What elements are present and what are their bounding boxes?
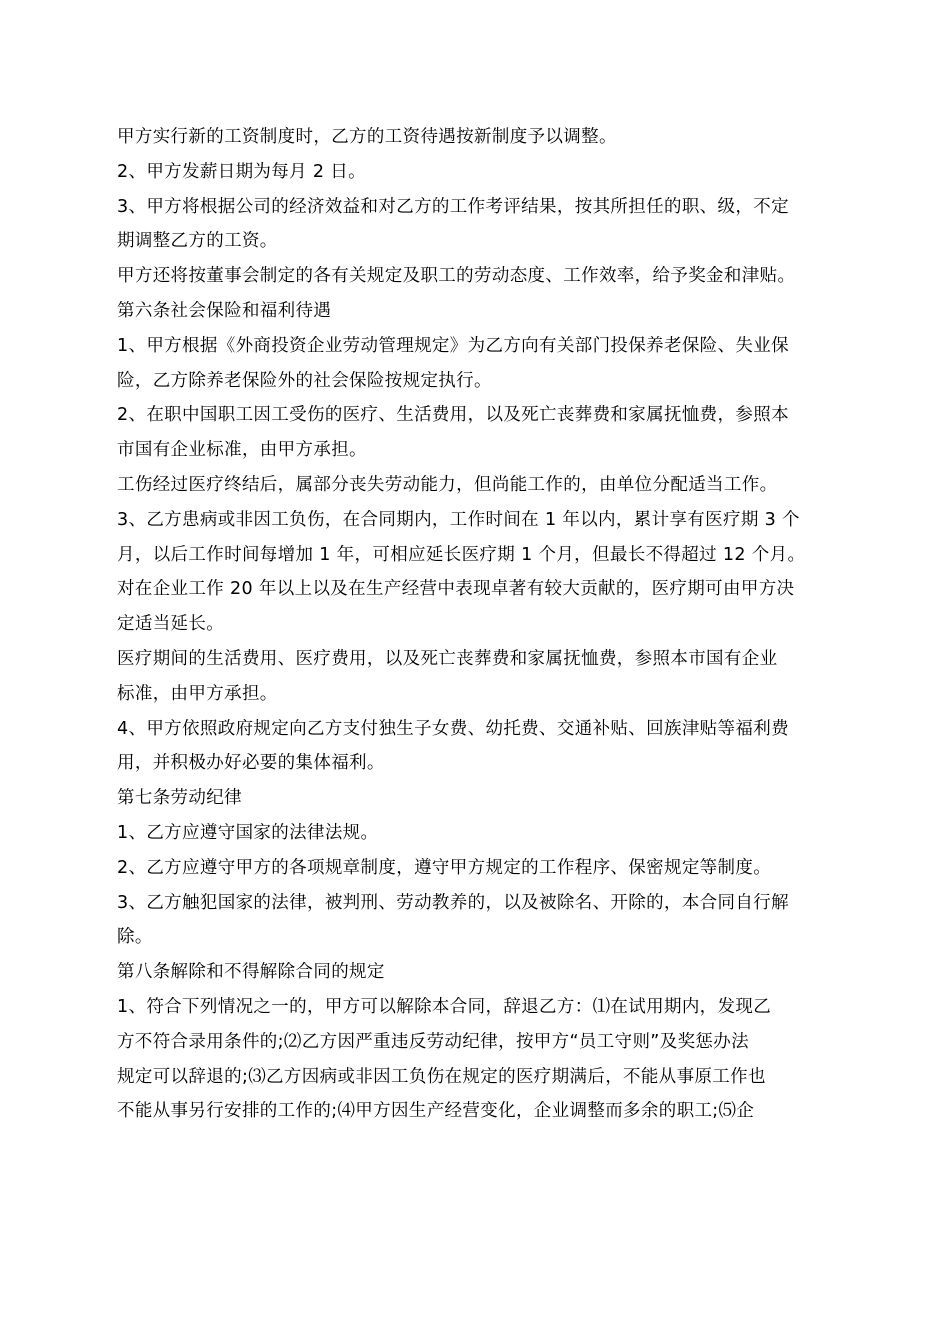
text-line: 标准，由甲方承担。 [117,683,278,704]
text-line: 3、乙方触犯国家的法律，被判刑、劳动教养的，以及被除名、开除的，本合同自行解 [117,892,789,913]
text-line: 1、符合下列情况之一的，甲方可以解除本合同，辞退乙方：⑴在试用期内，发现乙 [117,996,772,1017]
text-line: 2、甲方发薪日期为每月 2 日。 [117,161,366,182]
text-line: 3、甲方将根据公司的经济效益和对乙方的工作考评结果，按其所担任的职、级，不定 [117,196,789,217]
text-line: 2、在职中国职工因工受伤的医疗、生活费用，以及死亡丧葬费和家属抚恤费，参照本 [117,405,789,426]
text-line: 4、甲方依照政府规定向乙方支付独生子女费、幼托费、交通补贴、回族津贴等福利费 [117,718,789,739]
text-line: 规定可以辞退的;⑶乙方因病或非因工负伤在规定的医疗期满后，不能从事原工作也 [117,1066,766,1087]
section-heading: 第八条解除和不得解除合同的规定 [117,962,385,983]
text-line: 期调整乙方的工资。 [117,231,278,252]
section-heading: 第六条社会保险和福利待遇 [117,300,332,321]
text-line: 3、乙方患病或非因工负伤，在合同期内，工作时间在 1 年以内，累计享有医疗期 3 个 [117,509,800,530]
text-line: 用，并积极办好必要的集体福利。 [117,753,385,774]
text-line: 1、甲方根据《外商投资企业劳动管理规定》为乙方向有关部门投保养老保险、失业保 [117,335,789,356]
text-line: 甲方实行新的工资制度时，乙方的工资待遇按新制度予以调整。 [117,127,617,147]
text-line: 月，以后工作时间每增加 1 年，可相应延长医疗期 1 个月，但最长不得超过 12 个月。 [117,544,806,565]
text-line: 除。 [117,927,153,948]
document-body [117,120,839,1129]
text-line: 工伤经过医疗终结后，属部分丧失劳动能力，但尚能工作的，由单位分配适当工作。 [117,474,778,495]
text-line: 定适当延长。 [117,614,225,635]
text-line: 市国有企业标准，由甲方承担。 [117,440,367,461]
text-line: 医疗期间的生活费用、医疗费用，以及死亡丧葬费和家属抚恤费，参照本市国有企业 [117,648,778,669]
text-line: 方不符合录用条件的;⑵乙方因严重违反劳动纪律，按甲方“员工守则”及奖惩办法 [117,1031,749,1052]
text-line: 险，乙方除养老保险外的社会保险按规定执行。 [117,370,492,391]
text-line: 2、乙方应遵守甲方的各项规章制度，遵守甲方规定的工作程序、保密规定等制度。 [117,857,772,878]
text-line: 1、乙方应遵守国家的法律法规。 [117,822,379,843]
text-line: 不能从事另行安排的工作的;⑷甲方因生产经营变化，企业调整而多余的职工;⑸企 [117,1101,755,1122]
text-line: 甲方还将按董事会制定的各有关规定及职工的劳动态度、工作效率，给予奖金和津贴。 [117,266,796,287]
text-line: 对在企业工作 20 年以上以及在生产经营中表现卓著有较大贡献的，医疗期可由甲方决 [117,579,795,600]
section-heading: 第七条劳动纪律 [117,788,242,809]
